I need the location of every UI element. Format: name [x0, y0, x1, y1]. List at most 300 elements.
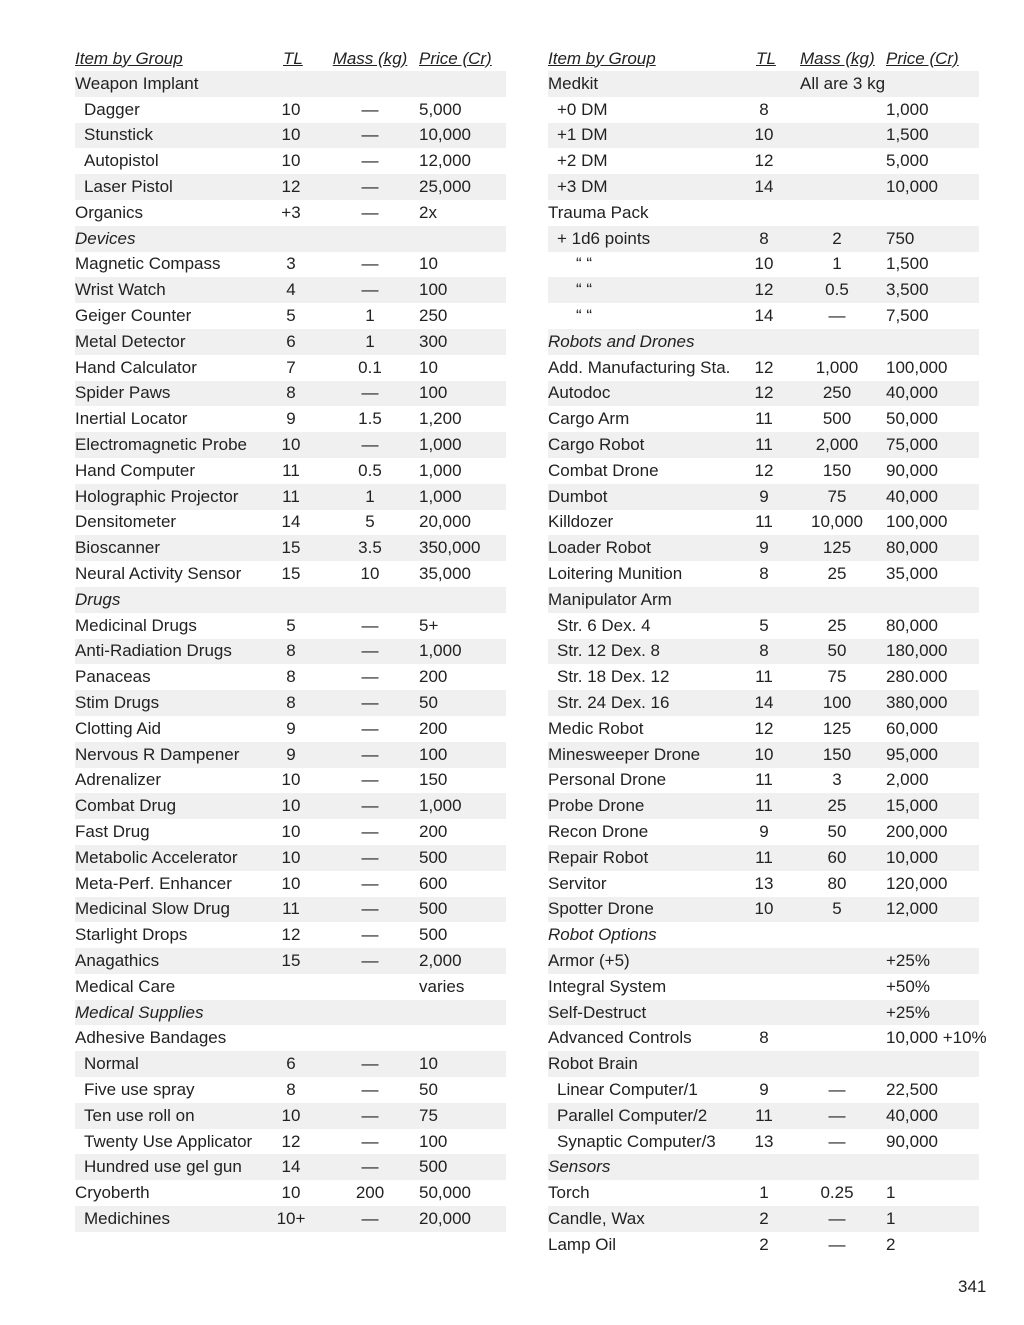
mass-cell: [327, 1000, 413, 1026]
price-cell: 2,000: [413, 948, 506, 974]
item-cell: Medichines: [75, 1206, 255, 1232]
item-cell: Robot Brain: [548, 1051, 728, 1077]
item-cell: Cargo Robot: [548, 432, 728, 458]
table-row: [548, 1206, 979, 1232]
item-cell: Hand Calculator: [75, 357, 197, 377]
item-cell: Probe Drone: [548, 793, 728, 819]
table-row: [75, 510, 506, 536]
table-row: [75, 974, 506, 1000]
mass-cell: —: [361, 667, 379, 687]
mass-cell: —: [327, 742, 413, 768]
table-row: [75, 71, 506, 97]
item-cell: Repair Robot: [548, 845, 728, 871]
item-cell: Synaptic Computer/3: [557, 1131, 716, 1151]
price-cell: [874, 1154, 979, 1180]
tl-cell: 2: [728, 1206, 800, 1232]
table-row: [75, 277, 506, 303]
table-row: [548, 742, 979, 768]
price-cell: [874, 587, 979, 613]
tl-cell: 9: [728, 484, 800, 510]
mass-cell: —: [361, 1079, 379, 1099]
item-cell: Clotting Aid: [75, 718, 161, 738]
item-cell: Trauma Pack: [548, 202, 649, 222]
tl-cell: 12: [728, 277, 800, 303]
item-cell: Str. 18 Dex. 12: [557, 667, 670, 687]
price-cell: 80,000: [886, 615, 938, 635]
tl-cell: +3: [281, 202, 301, 222]
table-row: [548, 587, 979, 613]
table-row: [75, 845, 506, 871]
price-cell: 10,000: [874, 174, 979, 200]
table-row: [548, 252, 979, 278]
table-row: [548, 406, 979, 432]
price-cell: 35,000: [886, 564, 938, 584]
item-cell: Anagathics: [75, 948, 255, 974]
mass-cell: 50: [827, 822, 847, 841]
item-cell: Recon Drone: [548, 822, 649, 841]
item-cell: +3 DM: [548, 174, 728, 200]
header-item-by-group: Item by Group: [75, 48, 183, 68]
tl-cell: 14: [255, 1154, 327, 1180]
mass-cell: —: [361, 822, 379, 841]
table-row: [75, 1025, 506, 1051]
mass-cell: 10,000: [811, 512, 863, 532]
tl-cell: 5: [286, 615, 296, 635]
mass-cell: [800, 1000, 874, 1026]
table-row: [548, 200, 979, 226]
price-cell: 40,000: [874, 484, 979, 510]
price-cell: 1,000: [413, 793, 506, 819]
mass-cell: 250: [800, 381, 874, 407]
item-cell: Str. 6 Dex. 4: [557, 615, 651, 635]
tl-cell: 10: [728, 897, 800, 923]
table-row: [548, 97, 979, 123]
tl-cell: 8: [759, 99, 769, 119]
table-row: [75, 1077, 506, 1103]
tl-cell: 8: [759, 1028, 769, 1048]
mass-cell: 2,000: [800, 432, 874, 458]
tl-cell: 9: [286, 718, 296, 738]
table-header-row: [75, 46, 506, 71]
table-row: [548, 897, 979, 923]
mass-cell: [800, 200, 874, 226]
mass-cell: 0.25: [820, 1183, 854, 1203]
item-cell: Panaceas: [75, 667, 151, 687]
tl-cell: 10: [281, 151, 301, 171]
price-cell: 100: [413, 742, 506, 768]
item-cell: Linear Computer/1: [557, 1079, 698, 1099]
tl-cell: 10: [281, 1183, 301, 1203]
tl-cell: 11: [728, 432, 800, 458]
item-cell: Adhesive Bandages: [75, 1028, 227, 1048]
table-row: [75, 793, 506, 819]
price-cell: [413, 1000, 506, 1026]
tl-cell: 10: [255, 1103, 327, 1129]
mass-cell: —: [361, 925, 379, 945]
item-cell: Advanced Controls: [548, 1028, 692, 1048]
price-cell: 500: [413, 845, 506, 871]
mass-cell: —: [327, 690, 413, 716]
item-cell: Self-Destruct: [548, 1000, 728, 1026]
table-row: [75, 948, 506, 974]
item-cell: Holographic Projector: [75, 484, 255, 510]
tl-cell: 11: [755, 409, 773, 429]
tl-cell: [728, 974, 800, 1000]
table-row: [548, 174, 979, 200]
table-row: [75, 1154, 506, 1180]
item-cell: Metal Detector: [75, 329, 255, 355]
tl-cell: 10: [728, 742, 800, 768]
table-row: [75, 922, 506, 948]
tl-cell: 8: [728, 639, 800, 665]
table-header-row: [548, 46, 979, 71]
table-row: [75, 535, 506, 561]
item-cell: Loader Robot: [548, 535, 728, 561]
mass-cell: —: [327, 897, 413, 923]
tl-cell: [728, 948, 800, 974]
mass-cell: —: [828, 306, 846, 326]
tl-cell: [728, 1154, 800, 1180]
mass-cell: 10: [360, 564, 380, 584]
tl-cell: 8: [255, 690, 327, 716]
price-cell: 50,000: [886, 409, 938, 429]
item-cell: “ “: [576, 306, 593, 326]
tl-cell: 6: [255, 329, 327, 355]
mass-cell: 5: [800, 897, 874, 923]
table-row: [548, 510, 979, 536]
table-row: [548, 1000, 979, 1026]
price-cell: 12,000: [874, 897, 979, 923]
mass-cell: 50: [800, 639, 874, 665]
price-cell: 75,000: [874, 432, 979, 458]
item-cell: Parallel Computer/2: [548, 1103, 728, 1129]
price-cell: 120,000: [886, 873, 948, 893]
table-row: [548, 639, 979, 665]
header-price: Price (Cr): [419, 48, 492, 68]
item-cell: Normal: [75, 1051, 255, 1077]
item-cell: Drugs: [75, 587, 255, 613]
tl-cell: 10+: [255, 1206, 327, 1232]
price-cell: 350,000: [413, 535, 506, 561]
tl-cell: [728, 1000, 800, 1026]
mass-cell: —: [828, 1131, 846, 1151]
mass-cell: —: [327, 793, 413, 819]
mass-cell: 3: [832, 770, 842, 790]
mass-cell: —: [828, 1079, 846, 1099]
item-cell: Meta-Perf. Enhancer: [75, 873, 232, 893]
item-cell: Cargo Arm: [548, 409, 630, 429]
tl-cell: 9: [759, 1079, 769, 1099]
table-row: [75, 458, 506, 484]
tl-cell: 8: [286, 667, 296, 687]
mass-cell: 2: [800, 226, 874, 252]
price-cell: 75: [413, 1103, 506, 1129]
item-cell: Str. 12 Dex. 8: [548, 639, 728, 665]
table-row: [548, 793, 979, 819]
item-cell: Nervous R Dampener: [75, 742, 255, 768]
table-row: [75, 200, 506, 226]
item-cell: Add. Manufacturing Sta.: [548, 357, 731, 377]
mass-cell: —: [327, 123, 413, 149]
table-row: [75, 819, 506, 845]
price-cell: varies: [419, 976, 465, 996]
table-row: [75, 716, 506, 742]
mass-cell: 80: [827, 873, 847, 893]
mass-cell: [800, 148, 874, 174]
item-cell: Candle, Wax: [548, 1206, 728, 1232]
tl-cell: 14: [728, 174, 800, 200]
price-cell: 1,500: [886, 254, 929, 274]
table-row: [75, 1180, 506, 1206]
mass-cell: 25: [800, 793, 874, 819]
item-cell: Armor (+5): [548, 948, 728, 974]
item-cell: Stunstick: [75, 123, 255, 149]
price-cell: 40,000: [874, 1103, 979, 1129]
price-cell: +50%: [886, 976, 930, 996]
item-cell: Servitor: [548, 873, 607, 893]
table-row: [75, 148, 506, 174]
item-cell: Personal Drone: [548, 770, 667, 790]
table-row: [75, 1206, 506, 1232]
tl-cell: 12: [728, 381, 800, 407]
mass-cell: —: [800, 1103, 874, 1129]
table-row: [548, 1103, 979, 1129]
tl-cell: 12: [754, 151, 774, 171]
price-cell: 1,000: [419, 460, 462, 480]
item-cell: Sensors: [548, 1154, 728, 1180]
tl-cell: [255, 71, 327, 97]
header-mass: Mass (kg): [332, 48, 408, 68]
table-row: [548, 948, 979, 974]
table-row: [548, 664, 979, 690]
table-row: [548, 535, 979, 561]
item-cell: Manipulator Arm: [548, 587, 728, 613]
mass-cell: —: [327, 277, 413, 303]
mass-cell: —: [800, 1206, 874, 1232]
mass-cell: 5: [365, 512, 375, 532]
mass-cell: —: [327, 174, 413, 200]
mass-cell: —: [361, 718, 379, 738]
price-cell: [874, 329, 979, 355]
mass-cell: —: [361, 1131, 379, 1151]
table-row: [548, 613, 979, 639]
tl-cell: 11: [755, 512, 773, 532]
mass-cell: —: [327, 639, 413, 665]
mass-cell: [800, 922, 874, 948]
item-cell: Killdozer: [548, 512, 614, 532]
mass-cell: [327, 1025, 413, 1051]
mass-cell: [800, 974, 874, 1000]
tl-cell: 15: [281, 564, 301, 584]
mass-cell: [800, 1154, 874, 1180]
table-row: [548, 1051, 979, 1077]
mass-cell: —: [361, 99, 379, 119]
table-row: [548, 1232, 979, 1258]
mass-cell: [800, 97, 874, 123]
table-row: [75, 174, 506, 200]
item-cell: Loitering Munition: [548, 564, 683, 584]
item-cell: Robot Options: [548, 925, 657, 945]
item-cell: Autodoc: [548, 381, 728, 407]
tl-cell: 10: [255, 123, 327, 149]
tl-cell: 10: [281, 770, 301, 790]
price-cell: 100: [413, 277, 506, 303]
table-row: [75, 768, 506, 794]
table-row: [75, 381, 506, 407]
item-cell: Starlight Drops: [75, 925, 188, 945]
item-cell: Str. 24 Dex. 16: [548, 690, 728, 716]
table-row: [548, 1154, 979, 1180]
tl-cell: 10: [281, 822, 301, 841]
tl-cell: 14: [754, 306, 774, 326]
tl-cell: [728, 587, 800, 613]
price-cell: 500: [413, 897, 506, 923]
header-price: Price (Cr): [886, 48, 959, 68]
item-cell: “ “: [548, 277, 728, 303]
tl-cell: 8: [728, 226, 800, 252]
table-row: [548, 329, 979, 355]
table-row: [75, 303, 506, 329]
item-cell: Wrist Watch: [75, 277, 255, 303]
price-cell: [874, 200, 979, 226]
table-row: [548, 148, 979, 174]
mass-cell: —: [361, 873, 379, 893]
item-cell: Stim Drugs: [75, 690, 255, 716]
price-cell: 150: [419, 770, 448, 790]
mass-cell: 25: [827, 615, 847, 635]
item-cell: +0 DM: [557, 99, 608, 119]
tl-cell: [255, 1000, 327, 1026]
item-cell: Robots and Drones: [548, 329, 728, 355]
mass-cell: 0.5: [800, 277, 874, 303]
table-row: [75, 329, 506, 355]
item-cell: Twenty Use Applicator: [84, 1131, 253, 1151]
page-number: 341: [958, 1277, 987, 1296]
price-cell: 5,000: [419, 99, 462, 119]
tl-cell: 14: [728, 690, 800, 716]
price-cell: 1,000: [413, 484, 506, 510]
mass-cell: —: [327, 1206, 413, 1232]
table-row: [75, 1129, 506, 1155]
mass-cell: 1: [832, 254, 842, 274]
tl-cell: [728, 200, 800, 226]
item-cell: Medicinal Slow Drug: [75, 897, 255, 923]
item-cell: Medic Robot: [548, 718, 644, 738]
price-cell: 200: [419, 822, 448, 841]
price-cell: 22,500: [886, 1079, 938, 1099]
mass-cell: —: [828, 1234, 846, 1254]
tl-cell: 11: [728, 845, 800, 871]
table-row: [548, 303, 979, 329]
mass-cell: —: [361, 202, 379, 222]
table-row: [75, 432, 506, 458]
tl-cell: 11: [255, 484, 327, 510]
tl-cell: 6: [255, 1051, 327, 1077]
tl-cell: 8: [255, 639, 327, 665]
price-cell: 1: [886, 1183, 896, 1203]
tl-cell: 13: [754, 1131, 774, 1151]
price-cell: 2,000: [886, 770, 929, 790]
mass-cell: —: [361, 770, 379, 790]
right-equipment-table: [548, 46, 987, 1258]
table-row: [548, 1180, 979, 1206]
tl-cell: 10: [255, 793, 327, 819]
mass-cell: 150: [800, 742, 874, 768]
price-cell: 50: [413, 690, 506, 716]
item-cell: Cryoberth: [75, 1183, 150, 1203]
tl-cell: [255, 1025, 327, 1051]
price-cell: 25,000: [413, 174, 506, 200]
tl-cell: 2: [759, 1234, 769, 1254]
price-cell: 40,000: [874, 381, 979, 407]
price-cell: 1,500: [874, 123, 979, 149]
price-cell: 1,000: [886, 99, 929, 119]
mass-cell: —: [327, 381, 413, 407]
mass-cell: —: [327, 1154, 413, 1180]
tl-cell: 11: [755, 770, 773, 790]
table-row: [548, 561, 979, 587]
item-cell: Magnetic Compass: [75, 254, 221, 274]
table-row: [548, 458, 979, 484]
mass-cell: 0.1: [358, 357, 382, 377]
price-cell: 3,500: [874, 277, 979, 303]
tl-cell: 15: [255, 948, 327, 974]
price-cell: 35,000: [419, 564, 471, 584]
table-row: [75, 1000, 506, 1026]
mass-cell: [327, 974, 413, 1000]
tl-cell: 11: [728, 1103, 800, 1129]
tl-cell: [255, 587, 327, 613]
tl-cell: 11: [728, 793, 800, 819]
item-cell: Hand Computer: [75, 460, 196, 480]
price-cell: 50,000: [419, 1183, 471, 1203]
table-row: [75, 355, 506, 381]
tl-cell: 7: [286, 357, 296, 377]
item-cell: Combat Drone: [548, 460, 659, 480]
tl-cell: 1: [759, 1183, 769, 1203]
item-cell: Neural Activity Sensor: [75, 564, 242, 584]
item-cell: Minesweeper Drone: [548, 742, 728, 768]
mass-cell: [800, 1051, 874, 1077]
table-row: [75, 587, 506, 613]
tl-cell: 4: [255, 277, 327, 303]
price-cell: 20,000: [413, 1206, 506, 1232]
item-cell: Fast Drug: [75, 822, 150, 841]
price-cell: 1: [874, 1206, 979, 1232]
tl-cell: 11: [755, 667, 773, 687]
table-row: [75, 664, 506, 690]
mass-cell: 25: [827, 564, 847, 584]
item-cell: Metabolic Accelerator: [75, 845, 255, 871]
table-row: [75, 1103, 506, 1129]
table-row: [548, 690, 979, 716]
tl-cell: [255, 974, 327, 1000]
table-row: [548, 871, 979, 897]
item-cell: Autopistol: [84, 151, 159, 171]
table-row: [75, 742, 506, 768]
mass-cell: 3.5: [327, 535, 413, 561]
item-cell: Torch: [548, 1183, 590, 1203]
tl-cell: [728, 922, 800, 948]
table-row: [75, 484, 506, 510]
price-cell: [413, 587, 506, 613]
price-cell: 200,000: [886, 822, 948, 841]
table-row: [75, 897, 506, 923]
table-row: [75, 406, 506, 432]
tl-cell: 9: [255, 742, 327, 768]
mass-cell: —: [327, 1051, 413, 1077]
mass-cell: —: [361, 254, 379, 274]
